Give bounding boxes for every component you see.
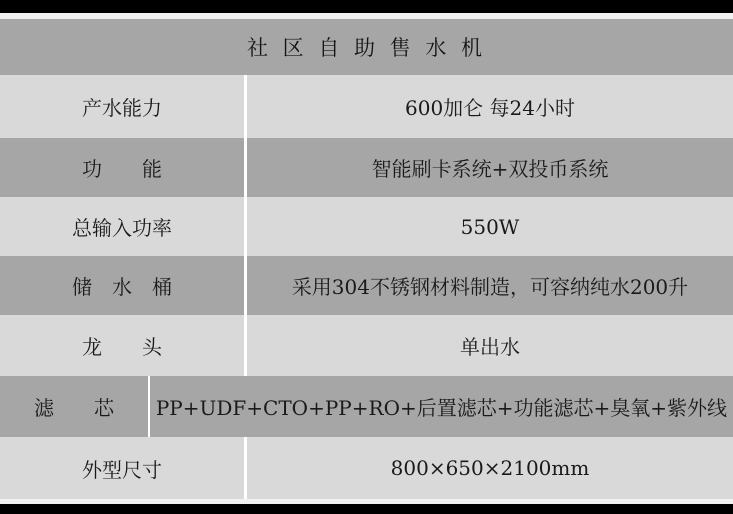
spec-value-cell: 采用304不锈钢材料制造，可容纳纯水200升: [291, 275, 689, 299]
spec-value-cell: 800×650×2100mm: [390, 456, 590, 480]
spec-row-function: [0, 138, 733, 197]
spec-label-cell: 总输入功率: [72, 216, 172, 240]
spec-value-cell: PP+UDF+CTO+PP+RO+后置滤芯+功能滤芯+臭氧+紫外线: [155, 396, 727, 420]
spec-label-cell: 产水能力: [82, 96, 162, 120]
spec-row-water-capacity: [0, 75, 733, 138]
spec-label-cell: 储 水 桶: [72, 275, 172, 299]
bottom-border-bar: [0, 504, 733, 514]
top-border-bar: [0, 0, 733, 13]
spec-row-faucet: [0, 315, 733, 376]
spec-value-cell: 550W: [460, 214, 520, 239]
spec-label-cell: 龙 头: [82, 335, 162, 359]
spec-label-cell: 外型尺寸: [82, 457, 162, 482]
spec-row-storage-tank: [0, 256, 733, 315]
page-title: 社 区 自 助 售 水 机: [246, 36, 487, 60]
spec-value-cell: 600加仑 每24小时: [405, 96, 575, 120]
spec-label-cell: 滤 芯: [34, 396, 115, 420]
title-bar: [0, 19, 733, 75]
spec-label-cell: 功 能: [82, 157, 162, 181]
spec-value-cell: 智能刷卡系统+双投币系统: [371, 157, 609, 181]
spec-row-filter: [0, 376, 733, 437]
spec-value-cell: 单出水: [460, 335, 520, 359]
spec-row-dimensions: [0, 437, 733, 499]
spec-table: [0, 75, 733, 499]
spec-row-input-power: [0, 197, 733, 256]
